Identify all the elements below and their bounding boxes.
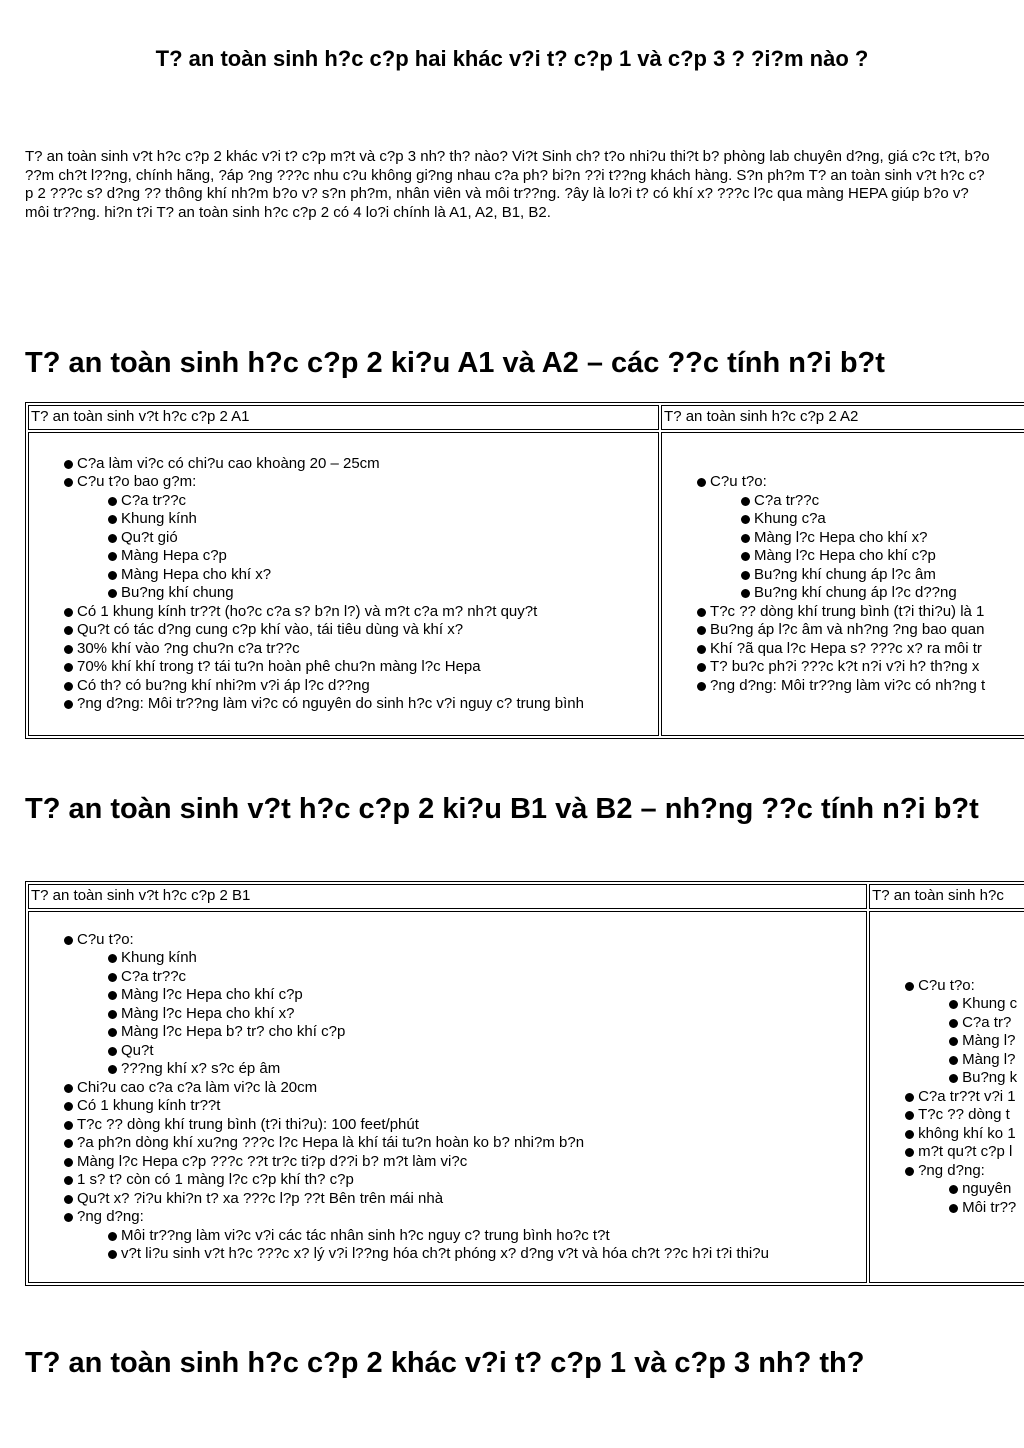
list-item: C?a tr??c <box>740 492 1024 511</box>
b1-list <box>63 931 864 1264</box>
list-item: Màng Hepa cho khí x? <box>107 566 656 585</box>
list-item: T?c ?? dòng khí trung bình (t?i thi?u) là 1 <box>696 603 1024 622</box>
list-item: Khí ?ã qua l?c Hepa s? ???c x? ra môi tr <box>696 640 1024 659</box>
list-item: Màng l? <box>948 1051 1024 1070</box>
a1-cell <box>28 432 659 736</box>
list-item: C?a tr? <box>948 1014 1024 1033</box>
list-item: Khung kính <box>107 510 656 529</box>
b2-cell <box>869 911 1024 1283</box>
list-item <box>63 1208 864 1264</box>
list-item: Màng l?c Hepa c?p ???c ??t tr?c ti?p d??i b? m?t làm vi?c <box>63 1153 864 1172</box>
list-item: Màng l?c Hepa b? tr? cho khí c?p <box>107 1023 864 1042</box>
b1-sublist <box>107 949 864 1079</box>
list-item: không khí ko 1 <box>904 1125 1024 1144</box>
list-item: 70% khí khí trong t? tái tu?n hoàn phê chu?n màng l?c Hepa <box>63 658 656 677</box>
list-item <box>63 473 656 603</box>
list-item: C?a tr??c <box>107 492 656 511</box>
section-a-heading: T? an toàn sinh h?c c?p 2 ki?u A1 và A2 – các ??c tính n?i b?t <box>25 347 885 379</box>
list-item: T? bu?c ph?i ???c k?t n?i v?i h? th?ng x <box>696 658 1024 677</box>
list-item: Màng l?c Hepa cho khí x? <box>107 1005 864 1024</box>
a1-column-header: T? an toàn sinh v?t h?c c?p 2 A1 <box>28 405 659 430</box>
list-item: ?ng d?ng: Môi tr??ng làm vi?c có nguyên do sinh h?c v?i nguy c? trung bình <box>63 695 656 714</box>
list-item: Qu?t <box>107 1042 864 1061</box>
a1-list <box>63 455 656 714</box>
section-a-table <box>25 402 1024 739</box>
list-item: Bu?ng k <box>948 1069 1024 1088</box>
list-item: C?a tr??t v?i 1 <box>904 1088 1024 1107</box>
list-item <box>904 1162 1024 1218</box>
b1-application-sublist <box>107 1227 864 1264</box>
list-item: Màng Hepa c?p <box>107 547 656 566</box>
list-item: Khung c?a <box>740 510 1024 529</box>
footer-heading: T? an toàn sinh h?c c?p 2 khác v?i t? c?p 1 và c?p 3 nh? th? <box>25 1347 865 1379</box>
list-item: T?c ?? dòng t <box>904 1106 1024 1125</box>
list-item: C?a tr??c <box>107 968 864 987</box>
list-item: Màng l? <box>948 1032 1024 1051</box>
list-item: Khung c <box>948 995 1024 1014</box>
list-item: 1 s? t? còn có 1 màng l?c c?p khí th? c?p <box>63 1171 864 1190</box>
list-item <box>904 977 1024 1088</box>
list-item: ???ng khí x? s?c ép âm <box>107 1060 864 1079</box>
list-item: T?c ?? dòng khí trung bình (t?i thi?u): 100 feet/phút <box>63 1116 864 1135</box>
list-item-label: C?u t?o bao g?m: <box>77 473 197 490</box>
b1-column-header: T? an toàn sinh v?t h?c c?p 2 B1 <box>28 884 867 909</box>
list-item: Có 1 khung kính tr??t (ho?c c?a s? b?n l?) và m?t c?a m? nh?t quy?t <box>63 603 656 622</box>
b1-cell <box>28 911 867 1283</box>
list-item: Bu?ng khí chung áp l?c d??ng <box>740 584 1024 603</box>
list-item-label: ?ng d?ng: <box>77 1208 144 1225</box>
a2-sublist <box>740 492 1024 603</box>
list-item: Bu?ng khí chung <box>107 584 656 603</box>
list-item-label: C?u t?o: <box>77 930 134 948</box>
list-item: Bu?ng khí chung áp l?c âm <box>740 566 1024 585</box>
b2-list <box>904 977 1024 1218</box>
document-title: T? an toàn sinh h?c c?p hai khác v?i t? c?p 1 và c?p 3 ? ?i?m nào ? <box>155 46 869 71</box>
list-item: Qu?t x? ?i?u khi?n t? xa ???c l?p ??t Bên trên mái nhà <box>63 1190 864 1209</box>
a2-cell <box>661 432 1024 736</box>
list-item: Bu?ng áp l?c âm và nh?ng ?ng bao quan <box>696 621 1024 640</box>
list-item: Chi?u cao c?a c?a làm vi?c là 20cm <box>63 1079 864 1098</box>
list-item: Môi tr??ng làm vi?c v?i các tác nhân sinh h?c nguy c? trung bình ho?c t?t <box>107 1227 864 1246</box>
list-item: Qu?t có tác d?ng cung c?p khí vào, tái tiêu dùng và khí x? <box>63 621 656 640</box>
list-item: ?ng d?ng: Môi tr??ng làm vi?c có nh?ng t <box>696 677 1024 696</box>
list-item: Khung kính <box>107 949 864 968</box>
list-item: Môi tr?? <box>948 1199 1024 1218</box>
list-item: Có 1 khung kính tr??t <box>63 1097 864 1116</box>
list-item: Màng l?c Hepa cho khí c?p <box>107 986 864 1005</box>
list-item: ?a ph?n dòng khí xu?ng ???c l?c Hepa là khí tái tu?n hoàn ko b? nhi?m b?n <box>63 1134 864 1153</box>
intro-paragraph: T? an toàn sinh v?t h?c c?p 2 khác v?i t? c?p m?t và c?p 3 nh? th? nào? Vi?t Sinh ch? t?o nhi?u thi?t b? phòng lab chuyên d?ng, giá c?c t?t, b?o ??m ch?t l??ng, chính hãng, ?áp ?ng ???c nhu c?u không gi?ng nhau c?a ph? bi?n ??i t??ng khách hàng. S?n ph?m T? an toàn sinh v?t h?c c?p 2 ???c s? d?ng ?? thông khí nh?m b?o v? s?n ph?m, nhân viên và môi tr??ng. ?ây là lo?i t? có khí x? ???c l?c qua màng HEPA giúp b?o v? môi tr??ng. hi?n t?i T? an toàn sinh h?c c?p 2 có 4 lo?i chính là A1, A2, B1, B2. <box>25 148 990 221</box>
list-item: 30% khí vào ?ng chu?n c?a tr??c <box>63 640 656 659</box>
list-item: m?t qu?t c?p l <box>904 1143 1024 1162</box>
list-item: v?t li?u sinh v?t h?c ???c x? lý v?i l??ng hóa ch?t phóng x? d?ng v?t và hóa ch?t ??c h?i t?i thi?u <box>107 1245 864 1264</box>
b2-sublist <box>948 995 1024 1088</box>
a2-list <box>696 473 1024 695</box>
list-item <box>63 931 864 1079</box>
b2-application-sublist <box>948 1180 1024 1217</box>
list-item-label: C?u t?o: <box>710 473 767 490</box>
list-item: C?a làm vi?c có chi?u cao khoàng 20 – 25cm <box>63 455 656 474</box>
list-item: Màng l?c Hepa cho khí c?p <box>740 547 1024 566</box>
b2-column-header: T? an toàn sinh h?c <box>869 884 1024 909</box>
section-b-table <box>25 881 1024 1286</box>
list-item-label: ?ng d?ng: <box>918 1161 985 1179</box>
list-item: Qu?t gió <box>107 529 656 548</box>
a1-sublist <box>107 492 656 603</box>
list-item-label: C?u t?o: <box>918 976 975 994</box>
list-item: Có th? có bu?ng khí nhi?m v?i áp l?c d??ng <box>63 677 656 696</box>
section-b-heading: T? an toàn sinh v?t h?c c?p 2 ki?u B1 và B2 – nh?ng ??c tính n?i b?t <box>25 793 979 825</box>
list-item <box>696 473 1024 603</box>
list-item: nguyên <box>948 1180 1024 1199</box>
list-item: Màng l?c Hepa cho khí x? <box>740 529 1024 548</box>
a2-column-header: T? an toàn sinh h?c c?p 2 A2 <box>661 405 1024 430</box>
